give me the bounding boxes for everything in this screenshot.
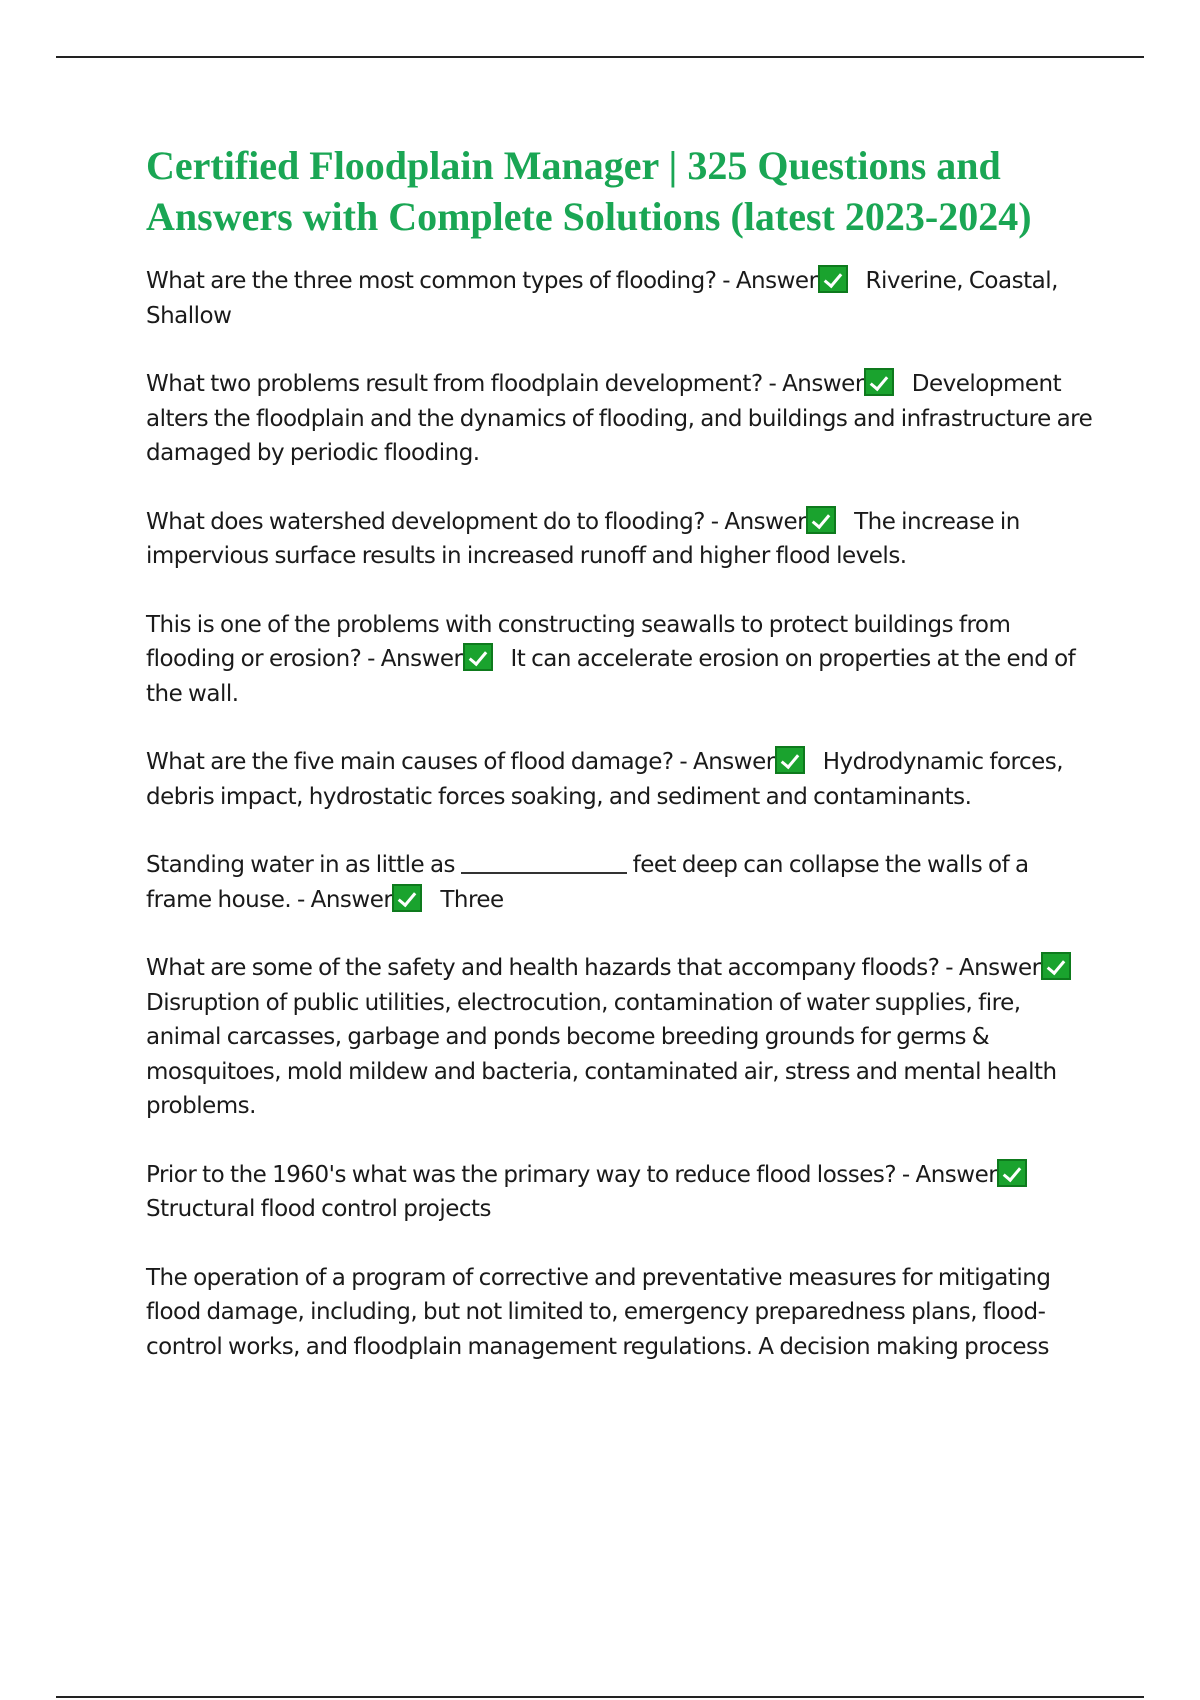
question-text: What two problems result from floodplain development? - xyxy=(146,371,783,397)
green-checkmark-icon xyxy=(864,368,894,396)
qa-item xyxy=(146,951,1096,1124)
green-checkmark-icon xyxy=(997,1159,1027,1187)
question-text: feet deep can collapse the walls of a frame house. - xyxy=(146,852,1029,913)
answer-text: Disruption of public utilities, electrocution, contamination of water supplies, fire, animal carcasses, garbage and ponds become breeding grounds for germs & mosquitoes, mold mildew and bacteria, contaminated air, stress and mental health problems. xyxy=(146,989,1057,1119)
qa-item xyxy=(146,608,1096,712)
answer-label: Answer xyxy=(958,955,1041,981)
answer-text: It can accelerate erosion on properties at the end of the wall. xyxy=(146,646,1076,707)
answer-text: Development alters the floodplain and the dynamics of flooding, and buildings and infrastructure are damaged by periodic flooding. xyxy=(146,371,1093,466)
answer-text: The increase in impervious surface results in increased runoff and higher flood levels. xyxy=(146,508,1020,569)
question-text: The operation of a program of corrective and preventative measures for mitigating flood damage, including, but not limited to, emergency preparedness plans, flood-control works, and floodplain management regulations. A decision making process xyxy=(146,1264,1051,1360)
document-body xyxy=(146,140,1096,1398)
top-rule xyxy=(56,56,1144,58)
question-text: What does watershed development do to flooding? - xyxy=(146,508,725,535)
green-checkmark-icon xyxy=(818,265,848,293)
green-checkmark-icon xyxy=(392,884,422,912)
answer-text: Structural flood control projects xyxy=(146,1196,492,1222)
question-text: What are the three most common types of flooding? - xyxy=(146,268,736,294)
question-text: This is one of the problems with constructing seawalls to protect buildings from flooding or erosion? - xyxy=(146,611,1011,672)
qa-item xyxy=(146,264,1096,333)
answer-label: Answer xyxy=(692,749,775,775)
bottom-rule xyxy=(56,1696,1144,1698)
answer-text: Three xyxy=(440,886,504,913)
qa-item xyxy=(146,1158,1096,1227)
answer-text: Riverine, Coastal, Shallow xyxy=(146,268,1058,329)
answer-label: Answer xyxy=(310,886,393,913)
answer-text: Hydrodynamic forces, debris impact, hydrostatic forces soaking, and sediment and contaminants. xyxy=(146,749,1064,810)
answer-label: Answer xyxy=(782,371,864,397)
green-checkmark-icon xyxy=(775,746,805,774)
question-text: What are some of the safety and health hazards that accompany floods? - xyxy=(146,955,959,981)
question-text: What are the five main causes of flood damage? - xyxy=(146,749,693,775)
green-checkmark-icon xyxy=(806,506,836,534)
answer-label: Answer xyxy=(735,268,818,294)
answer-label: Answer xyxy=(915,1161,998,1188)
fill-in-blank xyxy=(461,852,627,874)
qa-item xyxy=(146,367,1096,471)
green-checkmark-icon xyxy=(1041,952,1071,980)
qa-item xyxy=(146,505,1096,574)
qa-item xyxy=(146,745,1096,814)
answer-label: Answer xyxy=(724,508,807,535)
question-text: Prior to the 1960's what was the primary way to reduce flood losses? - xyxy=(146,1161,916,1188)
question-text: Standing water in as little as xyxy=(146,852,461,878)
green-checkmark-icon xyxy=(463,643,493,671)
answer-label: Answer xyxy=(380,646,463,672)
document-title: Certified Floodplain Manager | 325 Questions and Answers with Complete Solutions (latest 2023-2024) xyxy=(146,143,1032,239)
qa-item xyxy=(146,1261,1096,1365)
qa-item xyxy=(146,848,1096,917)
